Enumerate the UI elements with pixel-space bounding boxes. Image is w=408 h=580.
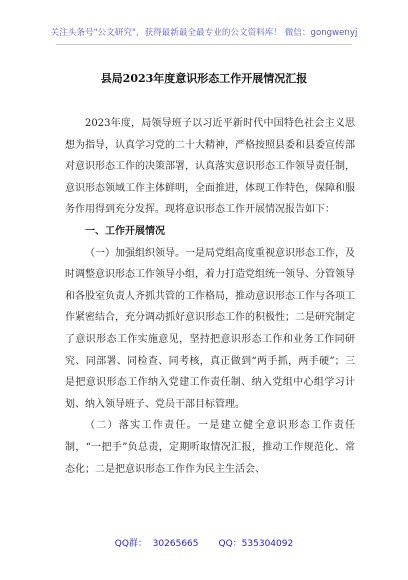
- document-body: [65, 113, 355, 480]
- footer-qq-group: QQ群： 30265665: [114, 539, 199, 549]
- header-banner: 关注头条号"公文研究"，获得最新最全最专业的公文资料库！ 微信：gongwenyj: [50, 28, 358, 38]
- paragraph-responsibility: （二）落实工作责任。一是建立健全意识形态工作责任制，“一把手”负总责，定期听取情况汇报，推动工作规范化、常态化；二是把意识形态工作作为民主生活会、: [65, 420, 355, 475]
- footer-contact: [0, 536, 408, 549]
- intro-paragraph: 2023年度，局领导班子以习近平新时代中国特色社会主义思想为指导，认真学习党的二十大精神，严格按照县委和县委宣传部对意识形态工作的决策部署，认真落实意识形态工作领导责任制，意识形态领域工作主体鲜明，全面推进，体现工作特色，保障和服务作用得到充分发挥。现将意识形态工作开展情况报告如下：: [65, 118, 355, 216]
- section-heading: 一、工作开展情况: [85, 225, 165, 237]
- document-title: 县局2023年度意识形态工作开展情况汇报: [100, 72, 308, 85]
- paragraph-organization: （一）加强组织领导。一是局党组高度重视意识形态工作，及时调整意识形态工作领导小组，着力打造党组统一领导、分管领导和各股室负责人齐抓共管的工作格局，推动意识形态工作与各项工作紧密结合，充分调动抓好意识形态工作的积极性；二是研究制定了意识形态工作实施意见，坚持把意识形态工作和业务工作同研究、同部署、同检查、同考核，真正做到“两手抓，两手硬”；三是把意识形态工作纳入党建工作责任制、纳入党组中心组学习计划、纳入领导班子、党员干部目标管理。: [65, 247, 355, 410]
- footer-qq: QQ：535304092: [218, 539, 294, 549]
- header-divider: [56, 44, 352, 45]
